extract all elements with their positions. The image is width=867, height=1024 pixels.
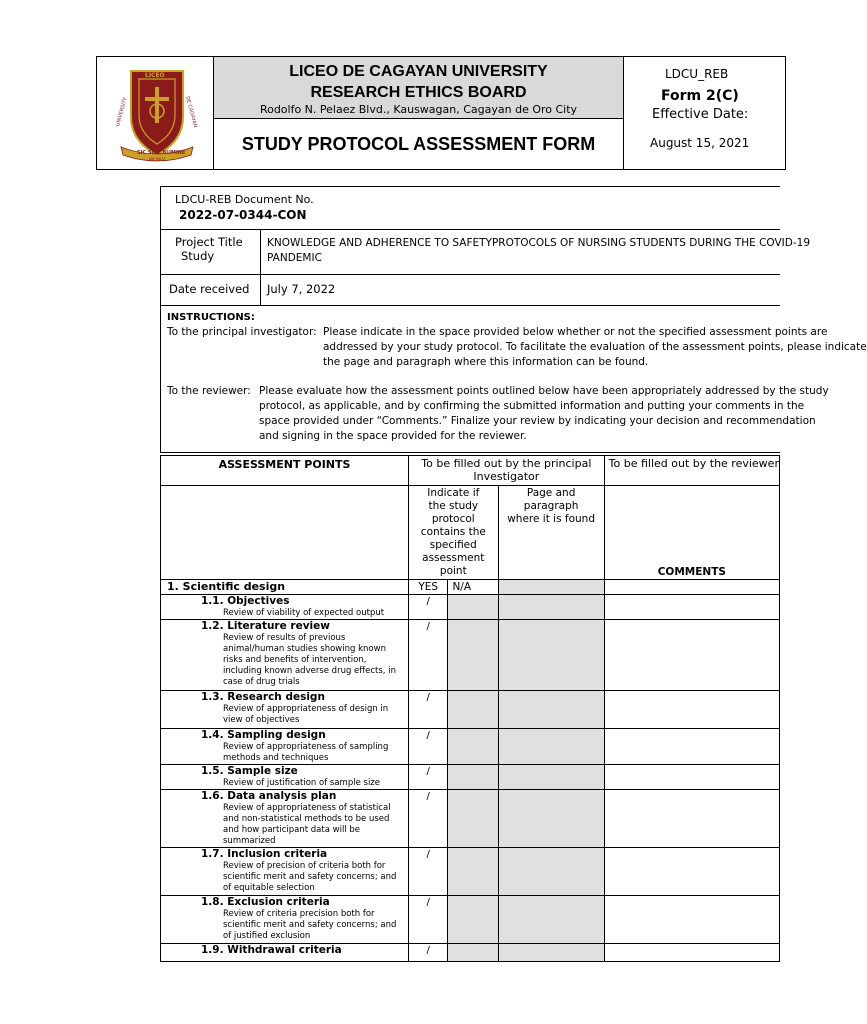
table-row [161, 896, 780, 944]
page-paragraph-input[interactable] [498, 691, 604, 729]
comments-input[interactable] [604, 848, 779, 896]
assessment-point-title: 1.9. Withdrawal criteria [201, 944, 342, 956]
doc-number-label: LDCU-REB Document No. [175, 193, 314, 206]
assessment-point [161, 729, 409, 765]
assessment-items [161, 595, 780, 962]
na-checkbox[interactable] [448, 896, 498, 944]
assessment-point-desc: Review of viability of expected output [223, 608, 385, 618]
table-row [161, 729, 780, 765]
date-received-label: Date received [161, 275, 261, 305]
pi-instructions-line3: the page and paragraph where this information can be found. [323, 356, 649, 368]
na-checkbox[interactable] [448, 595, 498, 620]
table-row [161, 620, 780, 691]
logo-text-top: LICEO [145, 72, 165, 79]
assessment-point-title: 1.7. Inclusion criteria [201, 848, 328, 860]
board-name: RESEARCH ETHICS BOARD [310, 84, 527, 101]
assessment-point [161, 765, 409, 790]
form-title: STUDY PROTOCOL ASSESSMENT FORM [241, 134, 596, 154]
pi-instructions-label: To the principal investigator: [167, 326, 317, 338]
assessment-point [161, 944, 409, 962]
university-name: LICEO DE CAGAYAN UNIVERSITY [289, 63, 548, 80]
comments-input[interactable] [604, 729, 779, 765]
yes-checkbox[interactable]: / [409, 595, 448, 620]
logo-banner-text: SIC SINE NUMINE [137, 150, 186, 156]
form-number: Form 2(C) [661, 88, 739, 104]
logo-text-left: UNIVERSITY [115, 96, 129, 128]
page-paragraph-input[interactable] [498, 729, 604, 765]
assessment-table [160, 455, 780, 962]
assessment-point-title: 1.3. Research design [201, 691, 325, 703]
instructions-title: INSTRUCTIONS: [167, 312, 255, 323]
logo-cell [97, 57, 214, 169]
assessment-point-title: 1.1. Objectives [201, 595, 290, 607]
table-row [161, 765, 780, 790]
yes-checkbox[interactable]: / [409, 620, 448, 691]
form-code: LDCU_REB [665, 67, 729, 81]
table-header-row [161, 456, 780, 486]
na-checkbox[interactable] [448, 790, 498, 848]
table-row [161, 691, 780, 729]
logo-year-text: MCMLV [149, 158, 165, 163]
subheader-empty [161, 486, 409, 580]
assessment-point-desc: Review of precision of criteria both for scientific merit and safety concerns; and of equitable selection [223, 861, 397, 893]
sub-page-paragraph: Page and paragraph where it is found [498, 486, 604, 580]
doc-number-value[interactable]: 2022-07-0344-CON [179, 208, 307, 222]
na-checkbox[interactable] [448, 944, 498, 962]
project-title-label: Project Title Study [161, 230, 261, 274]
yes-checkbox[interactable]: / [409, 691, 448, 729]
page-paragraph-input[interactable] [498, 595, 604, 620]
na-label: N/A [448, 580, 498, 595]
comments-input[interactable] [604, 790, 779, 848]
reviewer-instructions-label: To the reviewer: [167, 385, 251, 397]
reviewer-instructions-line2: protocol, as applicable, and by confirming the submitted information and putting your comments in the [259, 400, 805, 412]
assessment-point [161, 595, 409, 620]
page-paragraph-input[interactable] [498, 765, 604, 790]
assessment-point-desc: Review of appropriateness of statistical and non-statistical methods to be used and how participant data will be summarized [223, 803, 391, 846]
na-checkbox[interactable] [448, 729, 498, 765]
section-page-cell [498, 580, 604, 595]
yes-checkbox[interactable]: / [409, 848, 448, 896]
form-meta [624, 57, 787, 169]
date-received-value[interactable]: July 7, 2022 [267, 282, 336, 296]
assessment-point [161, 848, 409, 896]
reviewer-instructions-line1: Please evaluate how the assessment points outlined below have been appropriately addressed by the study [259, 385, 829, 397]
na-checkbox[interactable] [448, 765, 498, 790]
comments-input[interactable] [604, 765, 779, 790]
sub-indicate: Indicate if the study protocol contains the specified assessment point [409, 486, 499, 580]
comments-input[interactable] [604, 620, 779, 691]
pi-instructions-line1: Please indicate in the space provided below whether or not the specified assessment points are [323, 326, 828, 338]
logo-text-right: DE CAGAYAN [184, 95, 199, 129]
form-header [96, 56, 786, 170]
page-paragraph-input[interactable] [498, 944, 604, 962]
na-checkbox[interactable] [448, 620, 498, 691]
effective-date-label: Effective Date: [652, 107, 749, 122]
na-checkbox[interactable] [448, 691, 498, 729]
assessment-point-desc: Review of results of previous animal/human studies showing known risks and benefits of intervention, including known adverse drug effects, in case of drug trials [223, 633, 396, 687]
assessment-point-title: 1.5. Sample size [201, 765, 298, 777]
assessment-point-desc: Review of justification of sample size [223, 778, 380, 788]
section-scientific-design: 1. Scientific design [161, 580, 409, 595]
page-paragraph-input[interactable] [498, 620, 604, 691]
instructions-block [161, 306, 867, 452]
comments-input[interactable] [604, 944, 779, 962]
assessment-point-title: 1.8. Exclusion criteria [201, 896, 330, 908]
table-row [161, 595, 780, 620]
date-received-row [161, 275, 780, 306]
university-block [214, 57, 623, 119]
yes-checkbox[interactable]: / [409, 790, 448, 848]
section-comments-cell [604, 580, 779, 595]
document-info [160, 186, 867, 453]
table-row [161, 790, 780, 848]
effective-date-value: August 15, 2021 [650, 136, 750, 150]
assessment-point-title: 1.6. Data analysis plan [201, 790, 337, 802]
reviewer-instructions-line4: and signing in the space provided for the reviewer. [259, 430, 527, 442]
title-cell [214, 57, 624, 169]
university-address: Rodolfo N. Pelaez Blvd., Kauswagan, Cagayan de Oro City [259, 103, 578, 116]
doc-number-row [161, 187, 780, 230]
reviewer-instructions-line3: space provided under “Comments.” Finalize your review by indicating your decision and recommendation [259, 415, 816, 427]
project-title-value[interactable]: KNOWLEDGE AND ADHERENCE TO SAFETYPROTOCOLS OF NURSING STUDENTS DURING THE COVID-19 PANDEMIC [267, 237, 811, 264]
assessment-point-title: 1.2. Literature review [201, 620, 330, 632]
yes-label: YES [409, 580, 448, 595]
comments-input[interactable] [604, 595, 779, 620]
col-principal-investigator: To be filled out by the principal Investigator [409, 456, 605, 486]
yes-checkbox[interactable]: / [409, 729, 448, 765]
project-title-row [161, 230, 811, 275]
assessment-point [161, 790, 409, 848]
table-row [161, 848, 780, 896]
yes-checkbox[interactable]: / [409, 944, 448, 962]
table-subheader-row [161, 486, 780, 580]
page-paragraph-input[interactable] [498, 790, 604, 848]
assessment-point [161, 620, 409, 691]
col-reviewer: To be filled out by the reviewer [604, 456, 779, 486]
assessment-point [161, 691, 409, 729]
assessment-point [161, 896, 409, 944]
yes-checkbox[interactable]: / [409, 896, 448, 944]
page-paragraph-input[interactable] [498, 896, 604, 944]
sub-comments: COMMENTS [604, 486, 779, 580]
na-checkbox[interactable] [448, 848, 498, 896]
pi-instructions-line2: addressed by your study protocol. To facilitate the evaluation of the assessment points, please indicate [323, 341, 867, 353]
assessment-point-desc: Review of criteria precision both for scientific merit and safety concerns; and of justified exclusion [223, 909, 397, 941]
col-assessment-points: ASSESSMENT POINTS [161, 456, 409, 486]
assessment-point-title: 1.4. Sampling design [201, 729, 326, 741]
assessment-point-desc: Review of appropriateness of design in view of objectives [223, 704, 389, 725]
section-row [161, 580, 780, 595]
table-row [161, 944, 780, 962]
comments-input[interactable] [604, 691, 779, 729]
comments-input[interactable] [604, 896, 779, 944]
assessment-point-desc: Review of appropriateness of sampling methods and techniques [223, 742, 389, 763]
page-paragraph-input[interactable] [498, 848, 604, 896]
yes-checkbox[interactable]: / [409, 765, 448, 790]
